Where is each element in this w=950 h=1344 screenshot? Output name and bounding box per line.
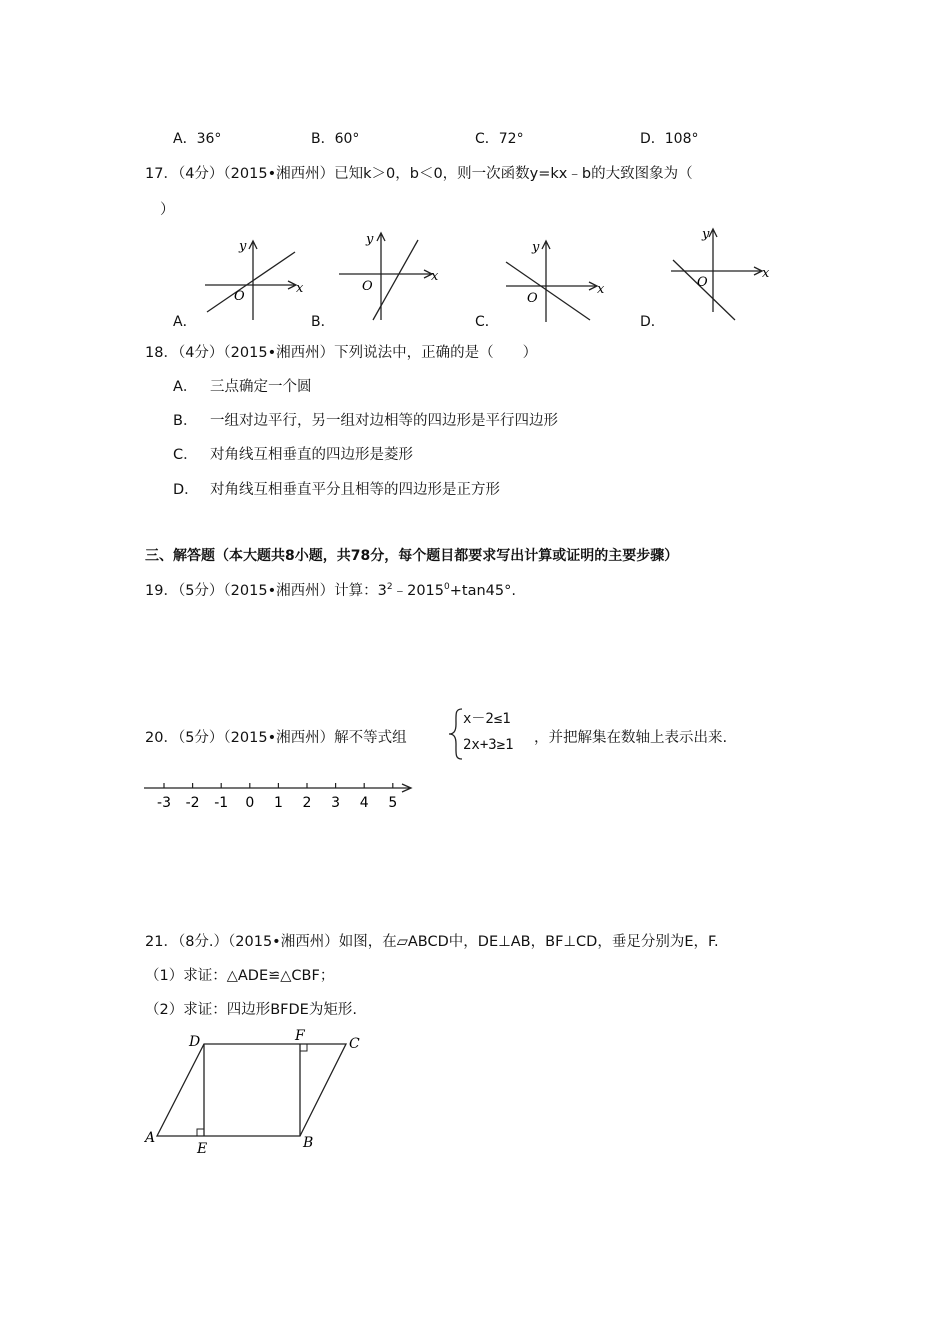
q21-stem: 21．（8分.）（2015•湘西州）如图，在▱ABCD中，DE⊥AB，BF⊥CD，垂足分别为E，F. bbox=[145, 934, 719, 950]
label-b: B bbox=[303, 1135, 314, 1151]
q16-option-a: A．36° bbox=[173, 131, 222, 147]
y-label: y bbox=[702, 227, 710, 242]
function-line bbox=[207, 252, 295, 312]
parallelogram-abcd bbox=[157, 1044, 346, 1136]
function-line bbox=[373, 240, 418, 320]
tick-label: -1 bbox=[214, 795, 229, 811]
q17-graph-a bbox=[195, 232, 310, 324]
tick-label: 0 bbox=[245, 795, 255, 811]
q20-inequality-1: x－2≤1 bbox=[463, 711, 511, 727]
origin-label: O bbox=[527, 291, 538, 306]
q17-option-d: D． bbox=[640, 314, 665, 330]
right-angle-e bbox=[197, 1129, 204, 1136]
q18-stem: 18．（4分）（2015•湘西州）下列说法中，正确的是（ ） bbox=[145, 345, 538, 361]
section-3-title: 三、解答题（本大题共8小题，共78分，每个题目都要求写出计算或证明的主要步骤） bbox=[145, 548, 679, 564]
q17-option-b: B． bbox=[311, 314, 335, 330]
q18-option-c-letter: C． bbox=[173, 447, 198, 463]
function-line bbox=[506, 262, 590, 320]
tick-label: -3 bbox=[157, 795, 171, 811]
x-label: x bbox=[762, 266, 770, 281]
q20-number-line bbox=[140, 776, 420, 816]
q16-option-b: B．60° bbox=[311, 131, 360, 147]
q18-option-b-text: 一组对边平行，另一组对边相等的四边形是平行四边形 bbox=[210, 413, 558, 429]
q17-stem: 17．（4分）（2015•湘西州）已知k＞0，b＜0，则一次函数y=kx﹣b的大致图象为（ bbox=[145, 166, 693, 182]
function-line bbox=[673, 260, 735, 320]
q16-option-c: C．72° bbox=[475, 131, 524, 147]
q16-option-d: D．108° bbox=[640, 131, 699, 147]
q18-option-c-text: 对角线互相垂直的四边形是菱形 bbox=[210, 447, 413, 463]
tick-label: 4 bbox=[359, 795, 369, 811]
label-d: D bbox=[189, 1034, 201, 1050]
right-angle-f bbox=[300, 1044, 307, 1051]
q18-option-d-letter: D． bbox=[173, 482, 199, 498]
q20-stem-prefix: 20．（5分）（2015•湘西州）解不等式组 bbox=[145, 730, 407, 746]
q18-option-b-letter: B． bbox=[173, 413, 198, 429]
q20-inequality-2: 2x+3≥1 bbox=[463, 737, 514, 753]
q21-part-2: （2）求证：四边形BFDE为矩形. bbox=[145, 1002, 357, 1018]
q21-part-1: （1）求证：△ADE≌△CBF； bbox=[145, 968, 335, 984]
q18-option-a-letter: A． bbox=[173, 379, 198, 395]
origin-label: O bbox=[362, 279, 373, 294]
q17-stem-close: ） bbox=[160, 202, 175, 218]
q19-stem: 19．（5分）（2015•湘西州）计算：$3^2﹣2015^0+\tan 45^\circ$. bbox=[145, 582, 516, 599]
tick-label: 1 bbox=[273, 795, 283, 811]
tick-label: -2 bbox=[185, 795, 200, 811]
q17-option-a: A． bbox=[173, 314, 197, 330]
tick-label: 3 bbox=[331, 795, 341, 811]
y-label: y bbox=[532, 240, 540, 255]
q17-graph-d bbox=[665, 224, 775, 324]
origin-label: O bbox=[697, 275, 708, 290]
label-c: C bbox=[349, 1036, 360, 1052]
x-label: x bbox=[597, 282, 605, 297]
label-e: E bbox=[197, 1141, 208, 1157]
q17-option-c: C． bbox=[475, 314, 499, 330]
label-a: A bbox=[145, 1130, 156, 1146]
y-label: y bbox=[239, 239, 247, 254]
label-f: F bbox=[295, 1028, 305, 1044]
q21-parallelogram-figure bbox=[140, 1025, 370, 1160]
origin-label: O bbox=[234, 289, 245, 304]
q18-option-d-text: 对角线互相垂直平分且相等的四边形是正方形 bbox=[210, 482, 500, 498]
tick-label: 5 bbox=[388, 795, 398, 811]
q20-stem-suffix: ，并把解集在数轴上表示出来. bbox=[534, 730, 728, 746]
y-label: y bbox=[366, 232, 374, 247]
q18-option-a-text: 三点确定一个圆 bbox=[210, 379, 312, 395]
tick-label: 2 bbox=[302, 795, 312, 811]
q17-graph-b bbox=[333, 228, 443, 324]
x-label: x bbox=[296, 281, 304, 296]
q17-graph-c bbox=[500, 232, 610, 324]
x-label: x bbox=[431, 269, 439, 284]
